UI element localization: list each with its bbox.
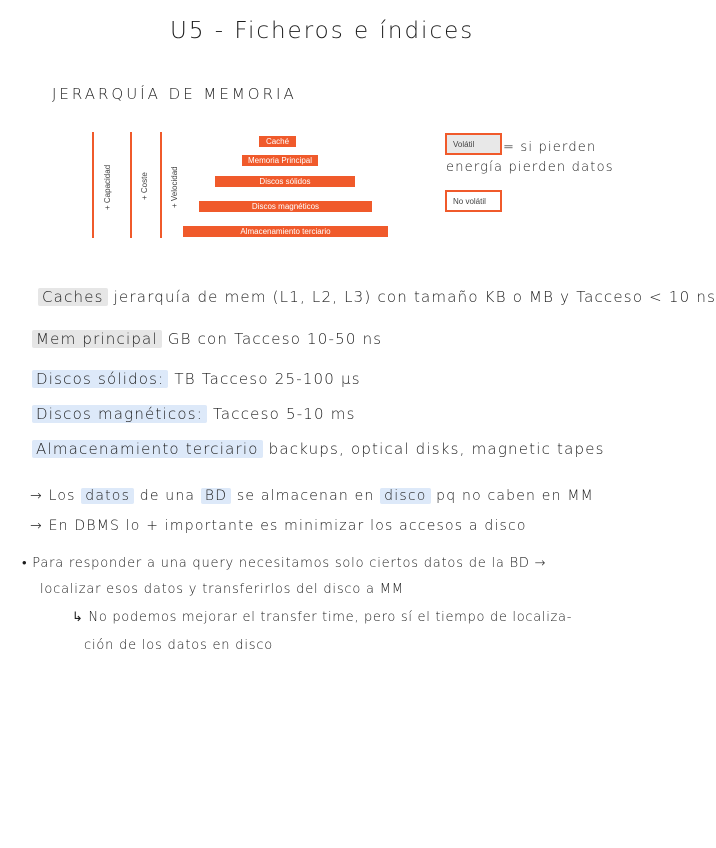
term-caches: Caches [38, 288, 108, 306]
desc-ssd: TB Tacceso 25-100 µs [174, 370, 361, 388]
desc-caches: jerarquía de mem (L1, L2, L3) con tamaño KB o MB y Tacceso < 10 ns [113, 288, 716, 306]
note-magnetic [32, 405, 356, 423]
bullet-1-end: pq no caben en MM [436, 488, 594, 504]
layer-ssd: Discos sólidos [215, 176, 355, 187]
term-ssd: Discos sólidos: [32, 370, 168, 388]
bullet-1-datos: datos [81, 488, 134, 504]
term-magnetic: Discos magnéticos: [32, 405, 207, 423]
cost-arrow-icon [130, 132, 132, 238]
note-main-memory [32, 330, 382, 348]
desc-magnetic: Tacceso 5-10 ms [213, 405, 356, 423]
axis-capacity: + Capacidad [103, 164, 112, 210]
non-volatile-box: No volátil [445, 190, 502, 212]
bullet-3-line-2: localizar esos datos y transferirlos del disco a MM [40, 582, 404, 597]
desc-main-memory: GB con Tacceso 10-50 ns [167, 330, 383, 348]
volatile-note-2: energía pierden datos [446, 160, 614, 175]
bullet-2: → En DBMS lo + importante es minimizar los accesos a disco [30, 518, 527, 534]
bullet-4-line-2: ción de los datos en disco [84, 638, 274, 653]
bullet-1-bd: BD [201, 488, 231, 504]
desc-tertiary: backups, optical disks, magnetic tapes [268, 440, 605, 458]
bullet-1 [30, 488, 594, 504]
term-main-memory: Mem principal [32, 330, 162, 348]
section-subtitle: JERARQUÍA DE MEMORIA [52, 85, 297, 103]
bullet-1-mid: de una [139, 488, 196, 504]
bullet-3-line-1: • Para responder a una query necesitamos solo ciertos datos de la BD → [22, 556, 547, 571]
layer-main-memory: Memoria Principal [242, 155, 318, 166]
bullet-1-mid2: se almacenan en [236, 488, 375, 504]
speed-arrow-icon [160, 132, 162, 238]
layer-cache: Caché [259, 136, 296, 147]
axis-cost: + Coste [140, 172, 149, 200]
volatile-box: Volátil [445, 133, 502, 155]
layer-tertiary-storage: Almacenamiento terciario [183, 226, 388, 237]
capacity-arrow-icon [92, 132, 94, 238]
note-caches [38, 288, 716, 306]
page-title: U5 - Ficheros e índices [170, 18, 475, 44]
term-tertiary: Almacenamiento terciario [32, 440, 263, 458]
axis-speed: + Velocidad [170, 166, 179, 208]
volatile-note-1: = si pierden [503, 140, 597, 155]
bullet-1-disco: disco [380, 488, 430, 504]
bullet-1-pre: → Los [30, 488, 76, 504]
note-tertiary [32, 440, 605, 458]
note-ssd [32, 370, 361, 388]
bullet-4-line-1: ↳ No podemos mejorar el transfer time, pero sí el tiempo de localiza- [72, 610, 573, 625]
layer-magnetic-disks: Discos magnéticos [199, 201, 372, 212]
